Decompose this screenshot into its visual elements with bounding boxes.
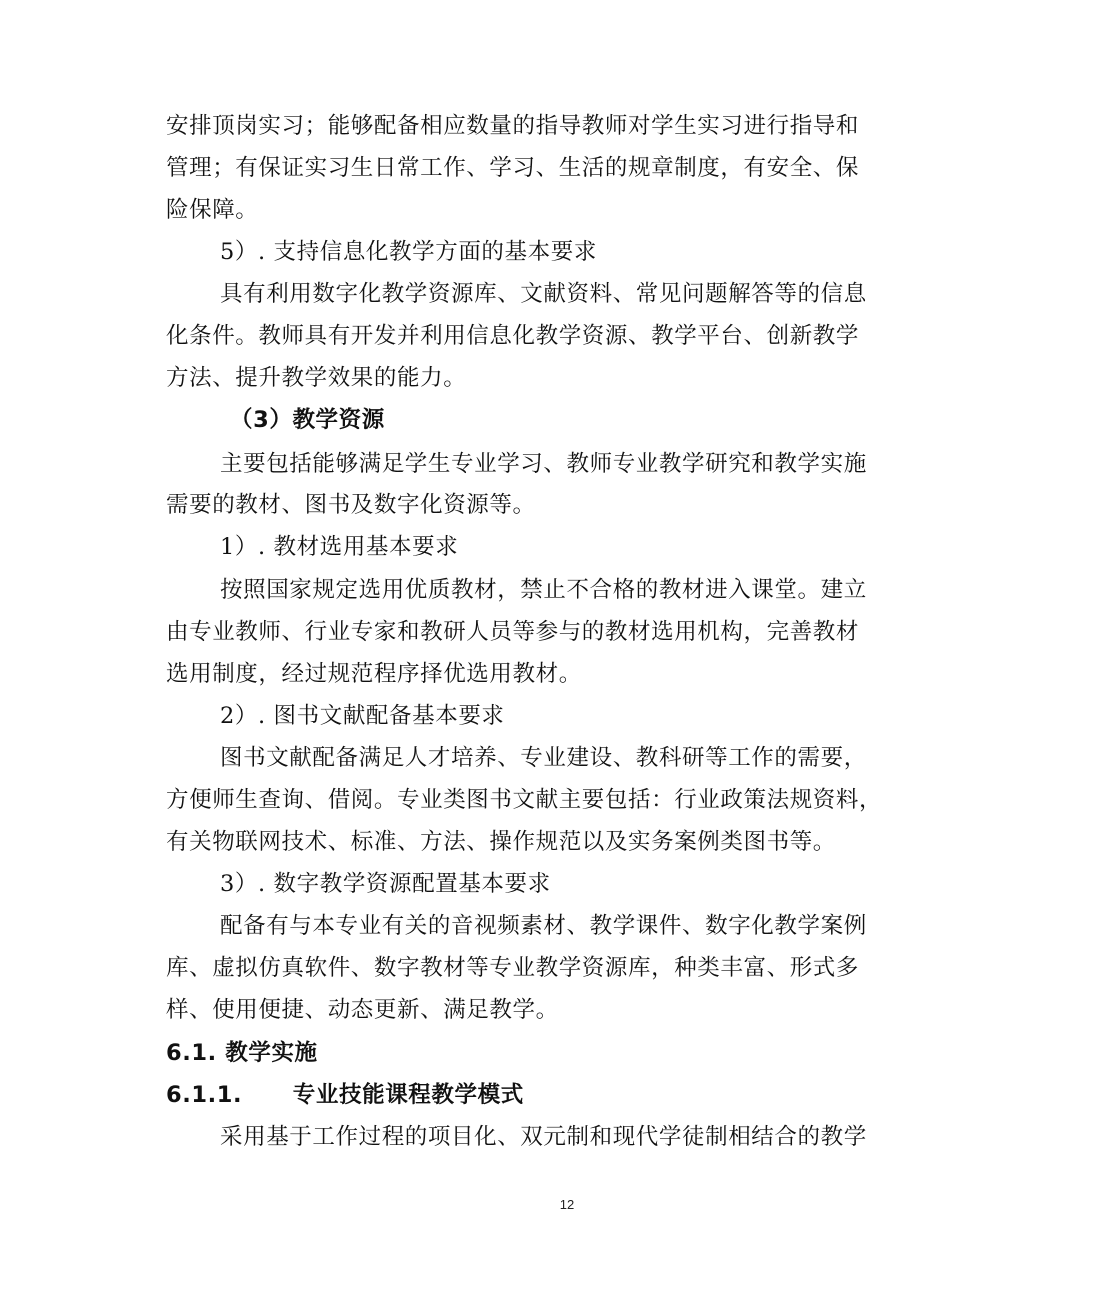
- subsection-heading: 3）. 数字教学资源配置基本要求: [220, 871, 551, 897]
- paragraph-line: 选用制度，经过规范程序择优选用教材。: [166, 661, 582, 687]
- paragraph-line: 方法、提升教学效果的能力。: [166, 365, 467, 391]
- section-heading-teaching-mode: 6.1.1. 专业技能课程教学模式: [166, 1082, 524, 1108]
- page-number: 12: [559, 1197, 575, 1212]
- section-heading-teaching-resources: （3）教学资源: [230, 407, 385, 433]
- paragraph-line: 主要包括能够满足学生专业学习、教师专业教学研究和教学实施: [220, 451, 867, 477]
- section-heading-teaching-implementation: 6.1. 教学实施: [166, 1040, 318, 1066]
- paragraph-line: 按照国家规定选用优质教材，禁止不合格的教材进入课堂。建立: [220, 577, 867, 603]
- paragraph-line: 采用基于工作过程的项目化、双元制和现代学徒制相结合的教学: [220, 1124, 867, 1150]
- paragraph-line: 方便师生查询、借阅。专业类图书文献主要包括：行业政策法规资料，: [166, 787, 883, 813]
- paragraph-line: 库、虚拟仿真软件、数字教材等专业教学资源库，种类丰富、形式多: [166, 955, 860, 981]
- paragraph-line: 管理；有保证实习生日常工作、学习、生活的规章制度，有安全、保: [166, 155, 860, 181]
- paragraph-line: 需要的教材、图书及数字化资源等。: [166, 492, 536, 518]
- subsection-heading: 1）. 教材选用基本要求: [220, 534, 459, 560]
- paragraph-line: 样、使用便捷、动态更新、满足教学。: [166, 997, 559, 1023]
- paragraph-line: 险保障。: [166, 197, 259, 223]
- paragraph-line: 图书文献配备满足人才培养、专业建设、教科研等工作的需要，: [220, 745, 867, 771]
- paragraph-line: 有关物联网技术、标准、方法、操作规范以及实务案例类图书等。: [166, 829, 836, 855]
- subsection-heading: 5）. 支持信息化教学方面的基本要求: [220, 239, 597, 265]
- paragraph-line: 安排顶岗实习；能够配备相应数量的指导教师对学生实习进行指导和: [166, 113, 860, 139]
- paragraph-line: 化条件。教师具有开发并利用信息化教学资源、教学平台、创新教学: [166, 323, 860, 349]
- paragraph-line: 由专业教师、行业专家和教研人员等参与的教材选用机构，完善教材: [166, 619, 860, 645]
- paragraph-line: 具有利用数字化教学资源库、文献资料、常见问题解答等的信息: [220, 281, 867, 307]
- subsection-heading: 2）. 图书文献配备基本要求: [220, 703, 505, 729]
- paragraph-line: 配备有与本专业有关的音视频素材、教学课件、数字化教学案例: [220, 913, 867, 939]
